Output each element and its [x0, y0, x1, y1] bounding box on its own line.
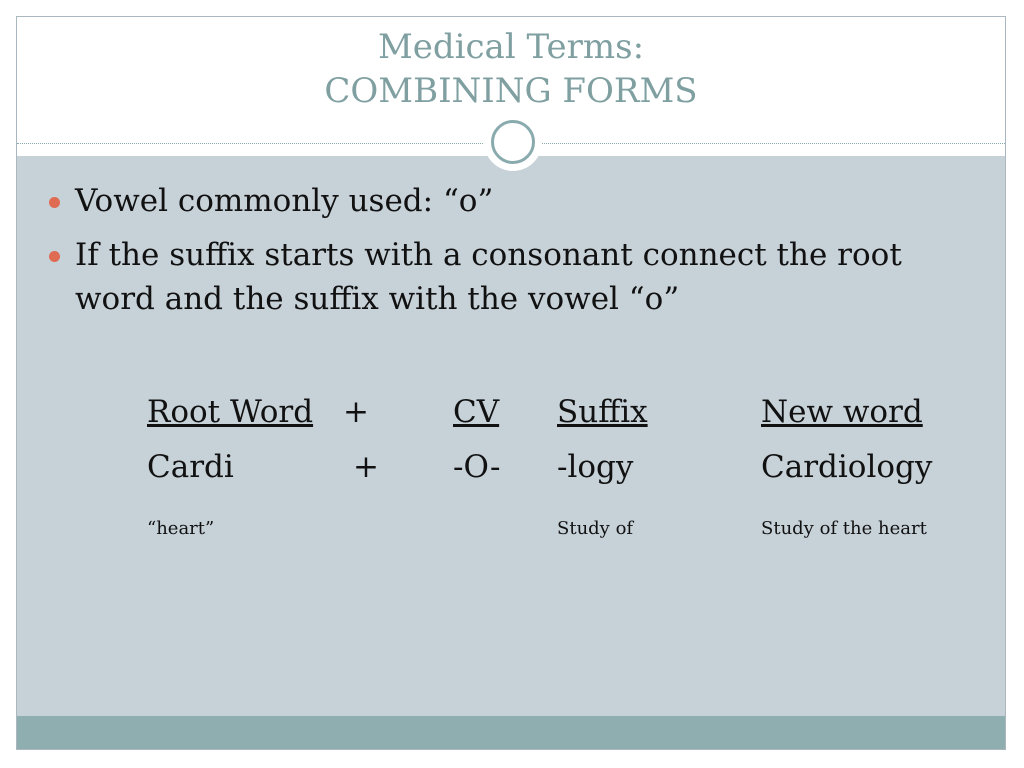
meaning-new-word: Study of the heart — [761, 518, 927, 539]
slide-title-line-1: Medical Terms: — [377, 27, 645, 67]
example-new-word: Cardiology — [761, 449, 933, 485]
bullet-dot-icon — [49, 197, 60, 208]
header-root-word: Root Word — [147, 394, 314, 430]
bullet-dot-icon — [49, 251, 60, 262]
example-plus: + — [353, 449, 379, 485]
circle-ring-icon — [491, 120, 535, 164]
bullet-text: If the suffix starts with a consonant connect the root word and the suffix with the vowel “o” — [75, 237, 902, 317]
slide-title — [17, 25, 1005, 113]
bullet-item — [17, 233, 1005, 321]
slide — [16, 16, 1006, 750]
header-cv: CV — [453, 394, 500, 430]
slide-title-line-2: COMBINING FORMS — [324, 71, 698, 111]
example-cv: -O- — [453, 449, 501, 485]
header-plus: + — [343, 394, 369, 430]
bullet-list — [17, 179, 1005, 331]
bullet-item — [17, 179, 1005, 223]
header-new-word: New word — [761, 394, 923, 430]
header-suffix: Suffix — [557, 394, 648, 430]
example-root-word: Cardi — [147, 449, 234, 485]
meaning-suffix: Study of — [557, 518, 634, 539]
footer-bar — [17, 716, 1005, 750]
example-suffix: -logy — [557, 449, 634, 485]
bullet-text: Vowel commonly used: “o” — [75, 183, 494, 219]
meaning-root-word: “heart” — [147, 518, 215, 539]
